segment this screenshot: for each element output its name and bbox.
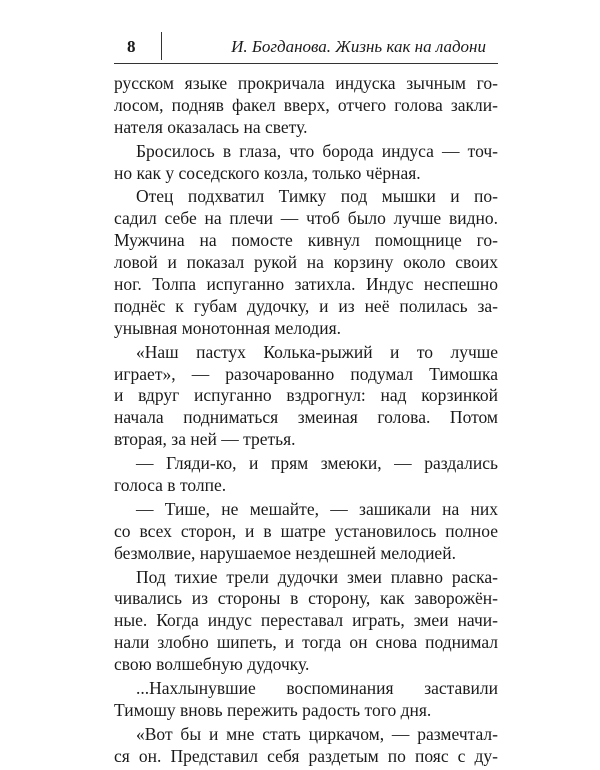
text-line: Под тихие трели дудочки змеи плавно раска- [136,566,498,587]
paragraph [114,453,498,497]
text-line: ся он. Представил себя раздетым по пояс с ду- [114,745,498,766]
text-line: безмолвие, нарушаемое нездешней мелодией. [114,542,456,563]
header-rule [114,63,498,64]
running-header [114,28,498,62]
text-line: ловой и показал рукой на корзину около своих [114,252,498,273]
text-line: — Гляди-ко, и прям змеюки, — раздались [136,453,498,474]
text-line: ног. Толпа испуганно затихла. Индус неспешно [114,274,498,295]
text-line: Тимошу вновь пережить радость того дня. [114,699,432,720]
text-line: Мужчина на помосте кивнул помощнице го- [114,230,498,251]
paragraph [114,342,498,451]
text-line: поднёс к губам дудочку, и из неё полилась за- [114,295,498,316]
text-line: ...Нахлынувшие воспоминания заставили [136,678,498,699]
text-line: вторая, за ней — третья. [114,429,296,450]
text-line: — Тише, не мешайте, — зашикали на них [136,498,498,519]
text-line: Отец подхватил Тимку под мышки и по- [136,186,498,207]
paragraph [114,567,498,676]
page-body [114,73,498,770]
text-line: начала подниматься змеиная голова. Потом [114,407,498,428]
text-line: садил себе на плечи — чтоб было лучше видно. [114,208,498,229]
paragraph [114,141,498,185]
text-line: русском языке прокричала индуска зычным го- [114,73,498,93]
paragraph [114,499,498,565]
text-line: но как у соседского козла, только чёрная. [114,162,421,183]
text-line: голоса в толпе. [114,475,227,496]
text-line: и вдруг испуганно вздрогнул: над корзинкой [114,385,498,406]
text-line: «Вот бы и мне стать циркачом, — размечтал- [136,723,498,744]
text-line: нателя оказалась на свету. [114,116,308,137]
running-head: И. Богданова. Жизнь как на ладони [231,37,486,56]
text-line: играет», — разочарованно подумал Тимошка [114,363,498,384]
text-line: чивались из стороны в сторону, как заворожён- [114,588,498,609]
text-line: лосом, подняв факел вверх, отчего голова закли- [114,94,498,115]
paragraph [114,73,498,139]
header-divider [161,32,162,60]
paragraph [114,186,498,339]
text-line: свою волшебную дудочку. [114,654,310,675]
text-line: унывная монотонная мелодия. [114,317,342,338]
text-line: ные. Когда индус переставал играть, змеи начи- [114,610,498,631]
page-number: 8 [127,37,136,56]
text-line: Бросилось в глаза, что борода индуса — точ- [136,140,498,161]
text-line: «Наш пастух Колька-рыжий и то лучше [136,341,498,362]
paragraph [114,678,498,722]
paragraph [114,724,498,768]
text-line: нали злобно шипеть, и тогда он снова поднимал [114,632,498,653]
text-line: со всех сторон, и в шатре установилось полное [114,520,498,541]
